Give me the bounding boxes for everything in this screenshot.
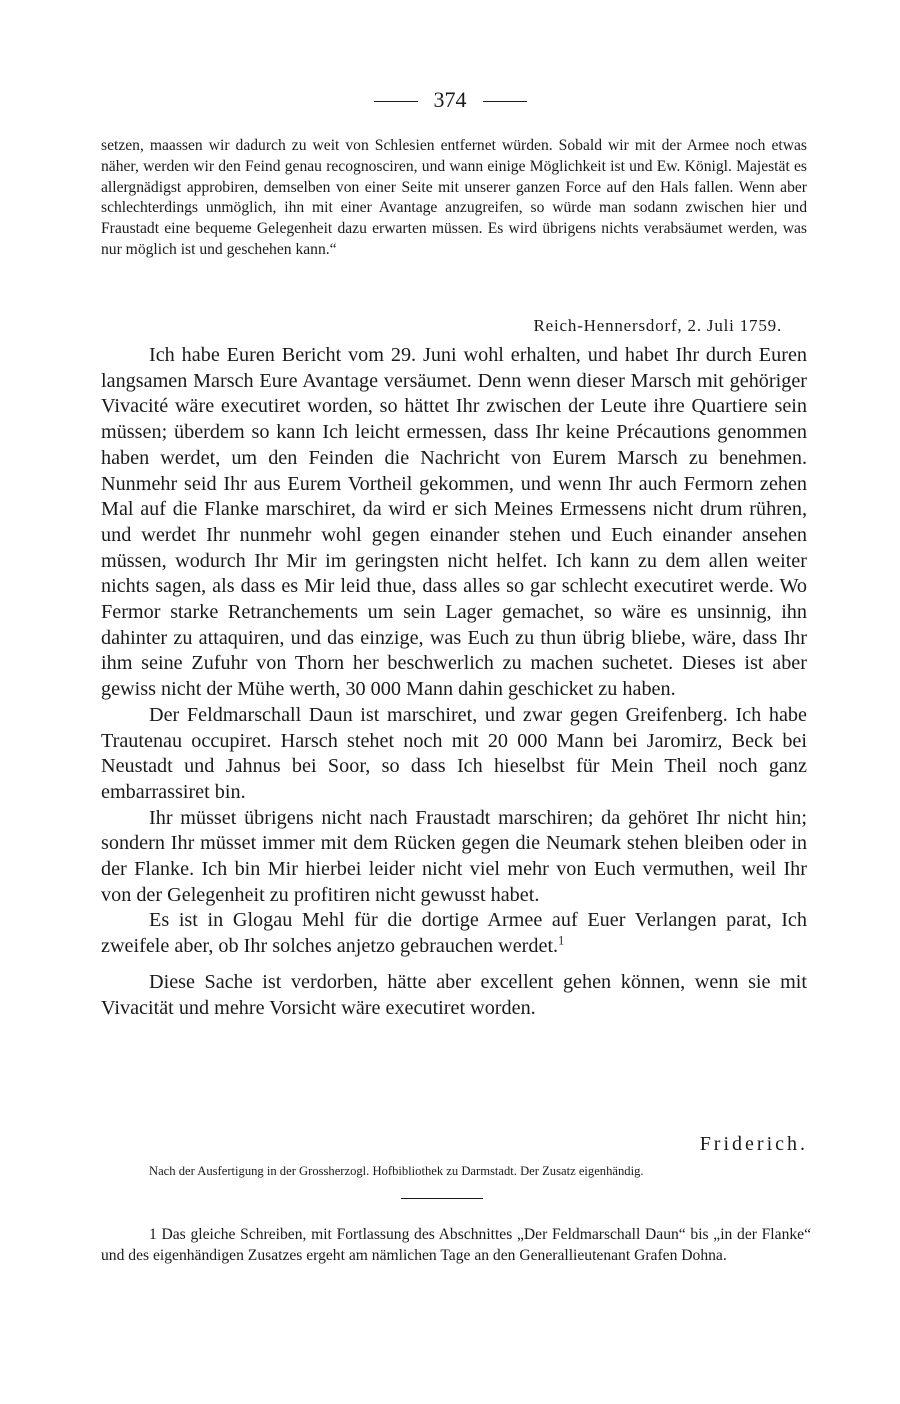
source-note-text: Nach der Ausfertigung in der Grossherzogl. Hofbibliothek zu Darmstadt. Der Zusatz eigenhändig.: [149, 1164, 644, 1178]
footnote-mark: 1: [149, 1226, 157, 1243]
letter-closing-paragraph: Diese Sache ist verdorben, hätte aber excellent gehen können, wenn sie mit Vivacität und mehre Vorsicht wäre executiret worden.: [101, 970, 807, 1019]
signature: Friderich.: [699, 1133, 808, 1155]
letter-paragraph-4-text: Es ist in Glogau Mehl für die dortige Armee auf Euer Verlangen parat, Ich zweifele aber, ob Ihr solches anjetzo gebrauchen werdet.: [101, 909, 807, 958]
letter-body: [101, 343, 807, 1021]
page-header: [0, 86, 900, 114]
page-number: 374: [433, 87, 467, 112]
letter-paragraph-1: Ich habe Euren Bericht vom 29. Juni wohl erhalten, und habet Ihr durch Euren langsamen Marsch Eure Avantage versäumet. Denn wenn dieser Marsch mit gehöriger Vivacité wäre executiret worden, so hättet Ihr zwischen der Leute ihre Quartiere sein müssen; überdem so kann Ich leicht ermessen, dass Ihr keine Précautions genommen haben werdet, um den Feinden die Nachricht von Eurem Marsch zu benehmen. Nunmehr seid Ihr aus Eurem Vortheil gekommen, und wenn Ihr auch Fermorn zehen Mal auf die Flanke marschiret, da wird er sich Meines Ermessens nicht drum rühren, und werdet Ihr nunmehr wohl gegen einander stehen und Euch einander ansehen müssen, wodurch Ihr Mir im geringsten nicht helfet. Ich kann zu dem allen weiter nichts sagen, als dass es Mir leid thue, dass alles so gar schlecht executiret werde. Wo Fermor starke Retranchements um sein Lager gemachet, so wäre es unsinnig, ihn dahinter zu attaquiren, und das einzige, was Euch zu thun übrig bliebe, wäre, dass Ihr ihm seine Zufuhr von Thorn her beschwerlich zu machen suchetet. Dieses ist aber gewiss nicht der Mühe werth, 30 000 Mann dahin geschicket zu haben.: [101, 344, 807, 701]
letter-dateline: Reich-Hennersdorf, 2. Juli 1759.: [533, 316, 782, 335]
footnote-text: Das gleiche Schreiben, mit Fortlassung des Abschnittes „Der Feldmarschall Daun“ bis „in der Flanke“ und des eigenhändigen Zusatzes ergeht am nämlichen Tage an den Generallieutenant Grafen Dohna.: [101, 1226, 811, 1264]
footnote: [101, 1224, 811, 1266]
header-dash-right: [483, 101, 527, 102]
letter-paragraph-4: [101, 908, 807, 959]
footnote-reference: 1: [558, 933, 565, 948]
source-note: [101, 1162, 811, 1180]
letter-paragraph-3: Ihr müsset übrigens nicht nach Fraustadt marschiren; da gehöret Ihr nicht hin; sondern Ihr müsset immer mit dem Rücken gegen die Neumark stehen bleiben oder in der Flanke. Ich bin Mir hierbei leider nicht viel mehr von Euch vermuthen, weil Ihr von der Gelegenheit zu profitiren nicht gewusst habet.: [101, 806, 807, 906]
quote-paragraph: setzen, maassen wir dadurch zu weit von Schlesien entfernet würden. Sobald wir mit der Armee noch etwas näher, werden wir den Feind genau recognosciren, und wann einige Möglichkeit ist und Ew. Königl. Majestät es allergnädigst approbiren, demselben von einer Seite mit unserer ganzen Force auf den Hals fallen. Wenn aber schlechterdings unmöglich, ihn mit einer Avantage anzugreifen, so würde man sodann zwischen hier und Fraustadt eine bequeme Gelegenheit dazu erwarten müssen. Es wird übrigens nichts verabsäumet werden, was nur möglich ist und geschehen kann.“: [101, 137, 807, 258]
header-dash-left: [374, 101, 418, 102]
footnote-paragraph: [101, 1224, 811, 1266]
footnote-divider: [401, 1198, 483, 1199]
quoted-report-continuation: [101, 136, 807, 261]
letter-paragraph-2: Der Feldmarschall Daun ist marschiret, und zwar gegen Greifenberg. Ich habe Trautenau occupiret. Harsch stehet noch mit 20 000 Mann bei Jaromirz, Beck bei Neustadt und Jahnus bei Soor, so dass Ich hieselbst für Mein Theil noch ganz embarrassiret bin.: [101, 703, 807, 803]
